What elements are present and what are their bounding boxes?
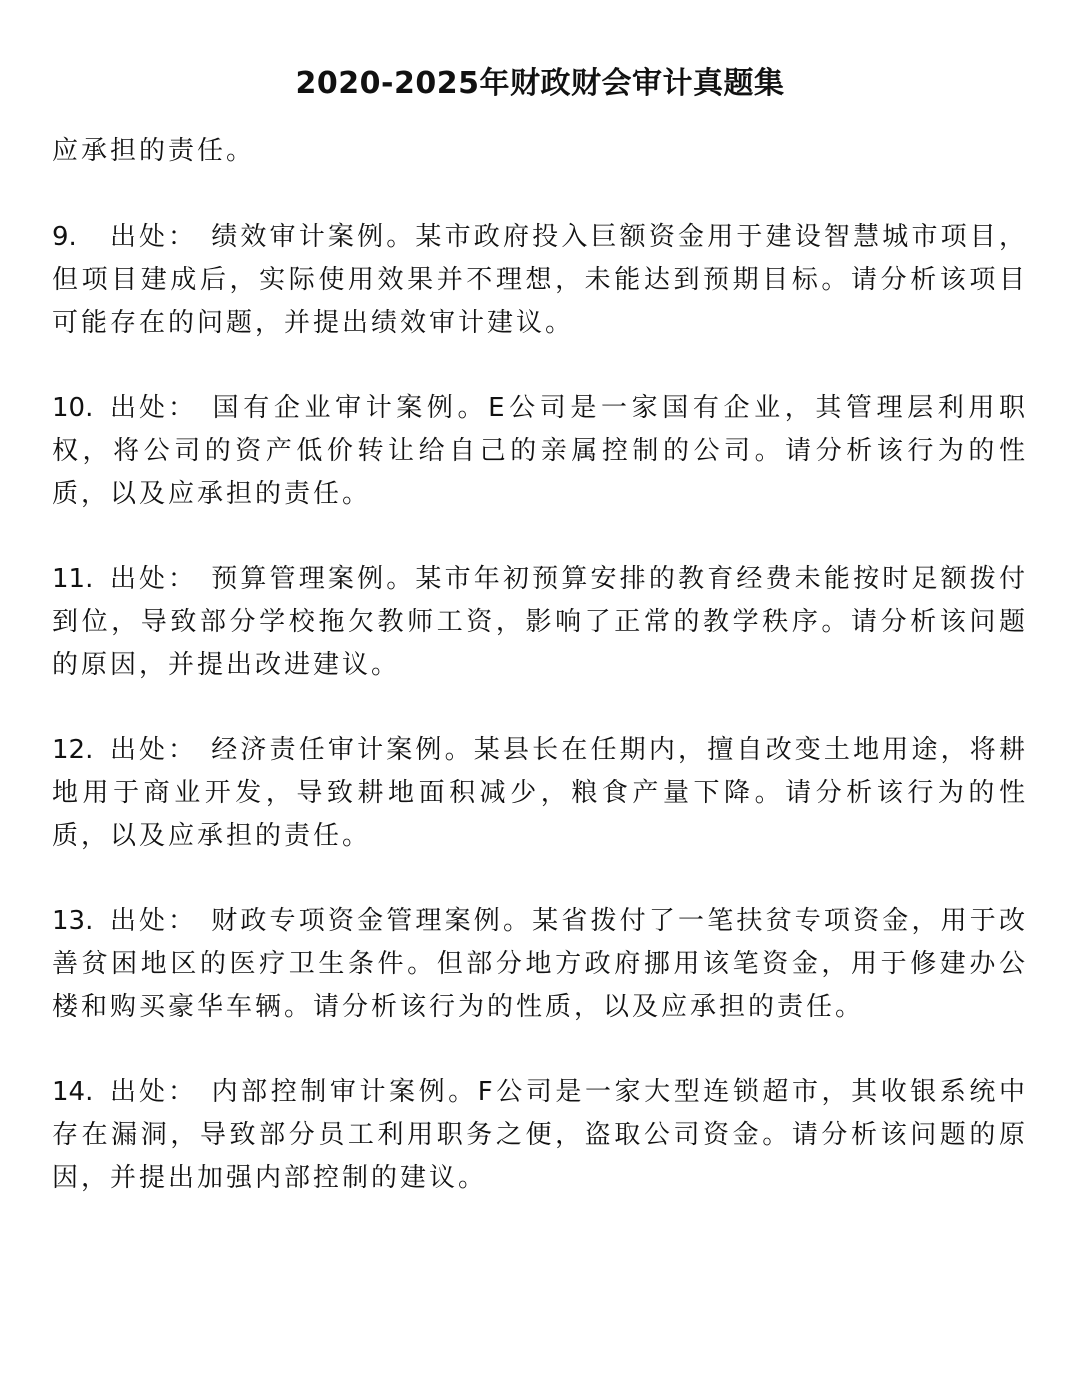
question-number: 11. bbox=[52, 564, 94, 594]
question-item-9 bbox=[52, 216, 1028, 345]
source-label: 出处： bbox=[110, 564, 198, 594]
question-number: 14. bbox=[52, 1077, 94, 1107]
question-item-11 bbox=[52, 558, 1028, 687]
question-item-14 bbox=[52, 1071, 1028, 1200]
question-number: 13. bbox=[52, 906, 94, 936]
document-body bbox=[52, 130, 1028, 1242]
page-title: 2020-2025年财政财会审计真题集 bbox=[295, 66, 785, 101]
question-text: 国有企业审计案例。E公司是一家国有企业，其管理层利用职权，将公司的资产低价转让给自己的亲属控制的公司。请分析该行为的性质，以及应承担的责任。 bbox=[52, 393, 1028, 509]
source-label: 出处： bbox=[110, 222, 198, 252]
question-item-13 bbox=[52, 900, 1028, 1029]
continuation-paragraph: 应承担的责任。 bbox=[52, 136, 256, 166]
question-number: 10. bbox=[52, 393, 94, 423]
source-label: 出处： bbox=[110, 393, 198, 423]
question-text: 绩效审计案例。某市政府投入巨额资金用于建设智慧城市项目，但项目建成后，实际使用效果并不理想，未能达到预期目标。请分析该项目可能存在的问题，并提出绩效审计建议。 bbox=[52, 222, 1028, 338]
source-label: 出处： bbox=[110, 735, 198, 765]
question-number: 12. bbox=[52, 735, 94, 765]
question-text: 预算管理案例。某市年初预算安排的教育经费未能按时足额拨付到位，导致部分学校拖欠教师工资，影响了正常的教学秩序。请分析该问题的原因，并提出改进建议。 bbox=[52, 564, 1028, 680]
source-label: 出处： bbox=[110, 906, 198, 936]
question-text: 内部控制审计案例。F公司是一家大型连锁超市，其收银系统中存在漏洞，导致部分员工利用职务之便，盗取公司资金。请分析该问题的原因，并提出加强内部控制的建议。 bbox=[52, 1077, 1028, 1193]
question-text: 经济责任审计案例。某县长在任期内，擅自改变土地用途，将耕地用于商业开发，导致耕地面积减少，粮食产量下降。请分析该行为的性质，以及应承担的责任。 bbox=[52, 735, 1028, 851]
question-item-10 bbox=[52, 387, 1028, 516]
question-text: 财政专项资金管理案例。某省拨付了一笔扶贫专项资金，用于改善贫困地区的医疗卫生条件。但部分地方政府挪用该笔资金，用于修建办公楼和购买豪华车辆。请分析该行为的性质，以及应承担的责任。 bbox=[52, 906, 1028, 1022]
question-number: 9. bbox=[52, 222, 77, 252]
source-label: 出处： bbox=[110, 1077, 198, 1107]
question-item-12 bbox=[52, 729, 1028, 858]
